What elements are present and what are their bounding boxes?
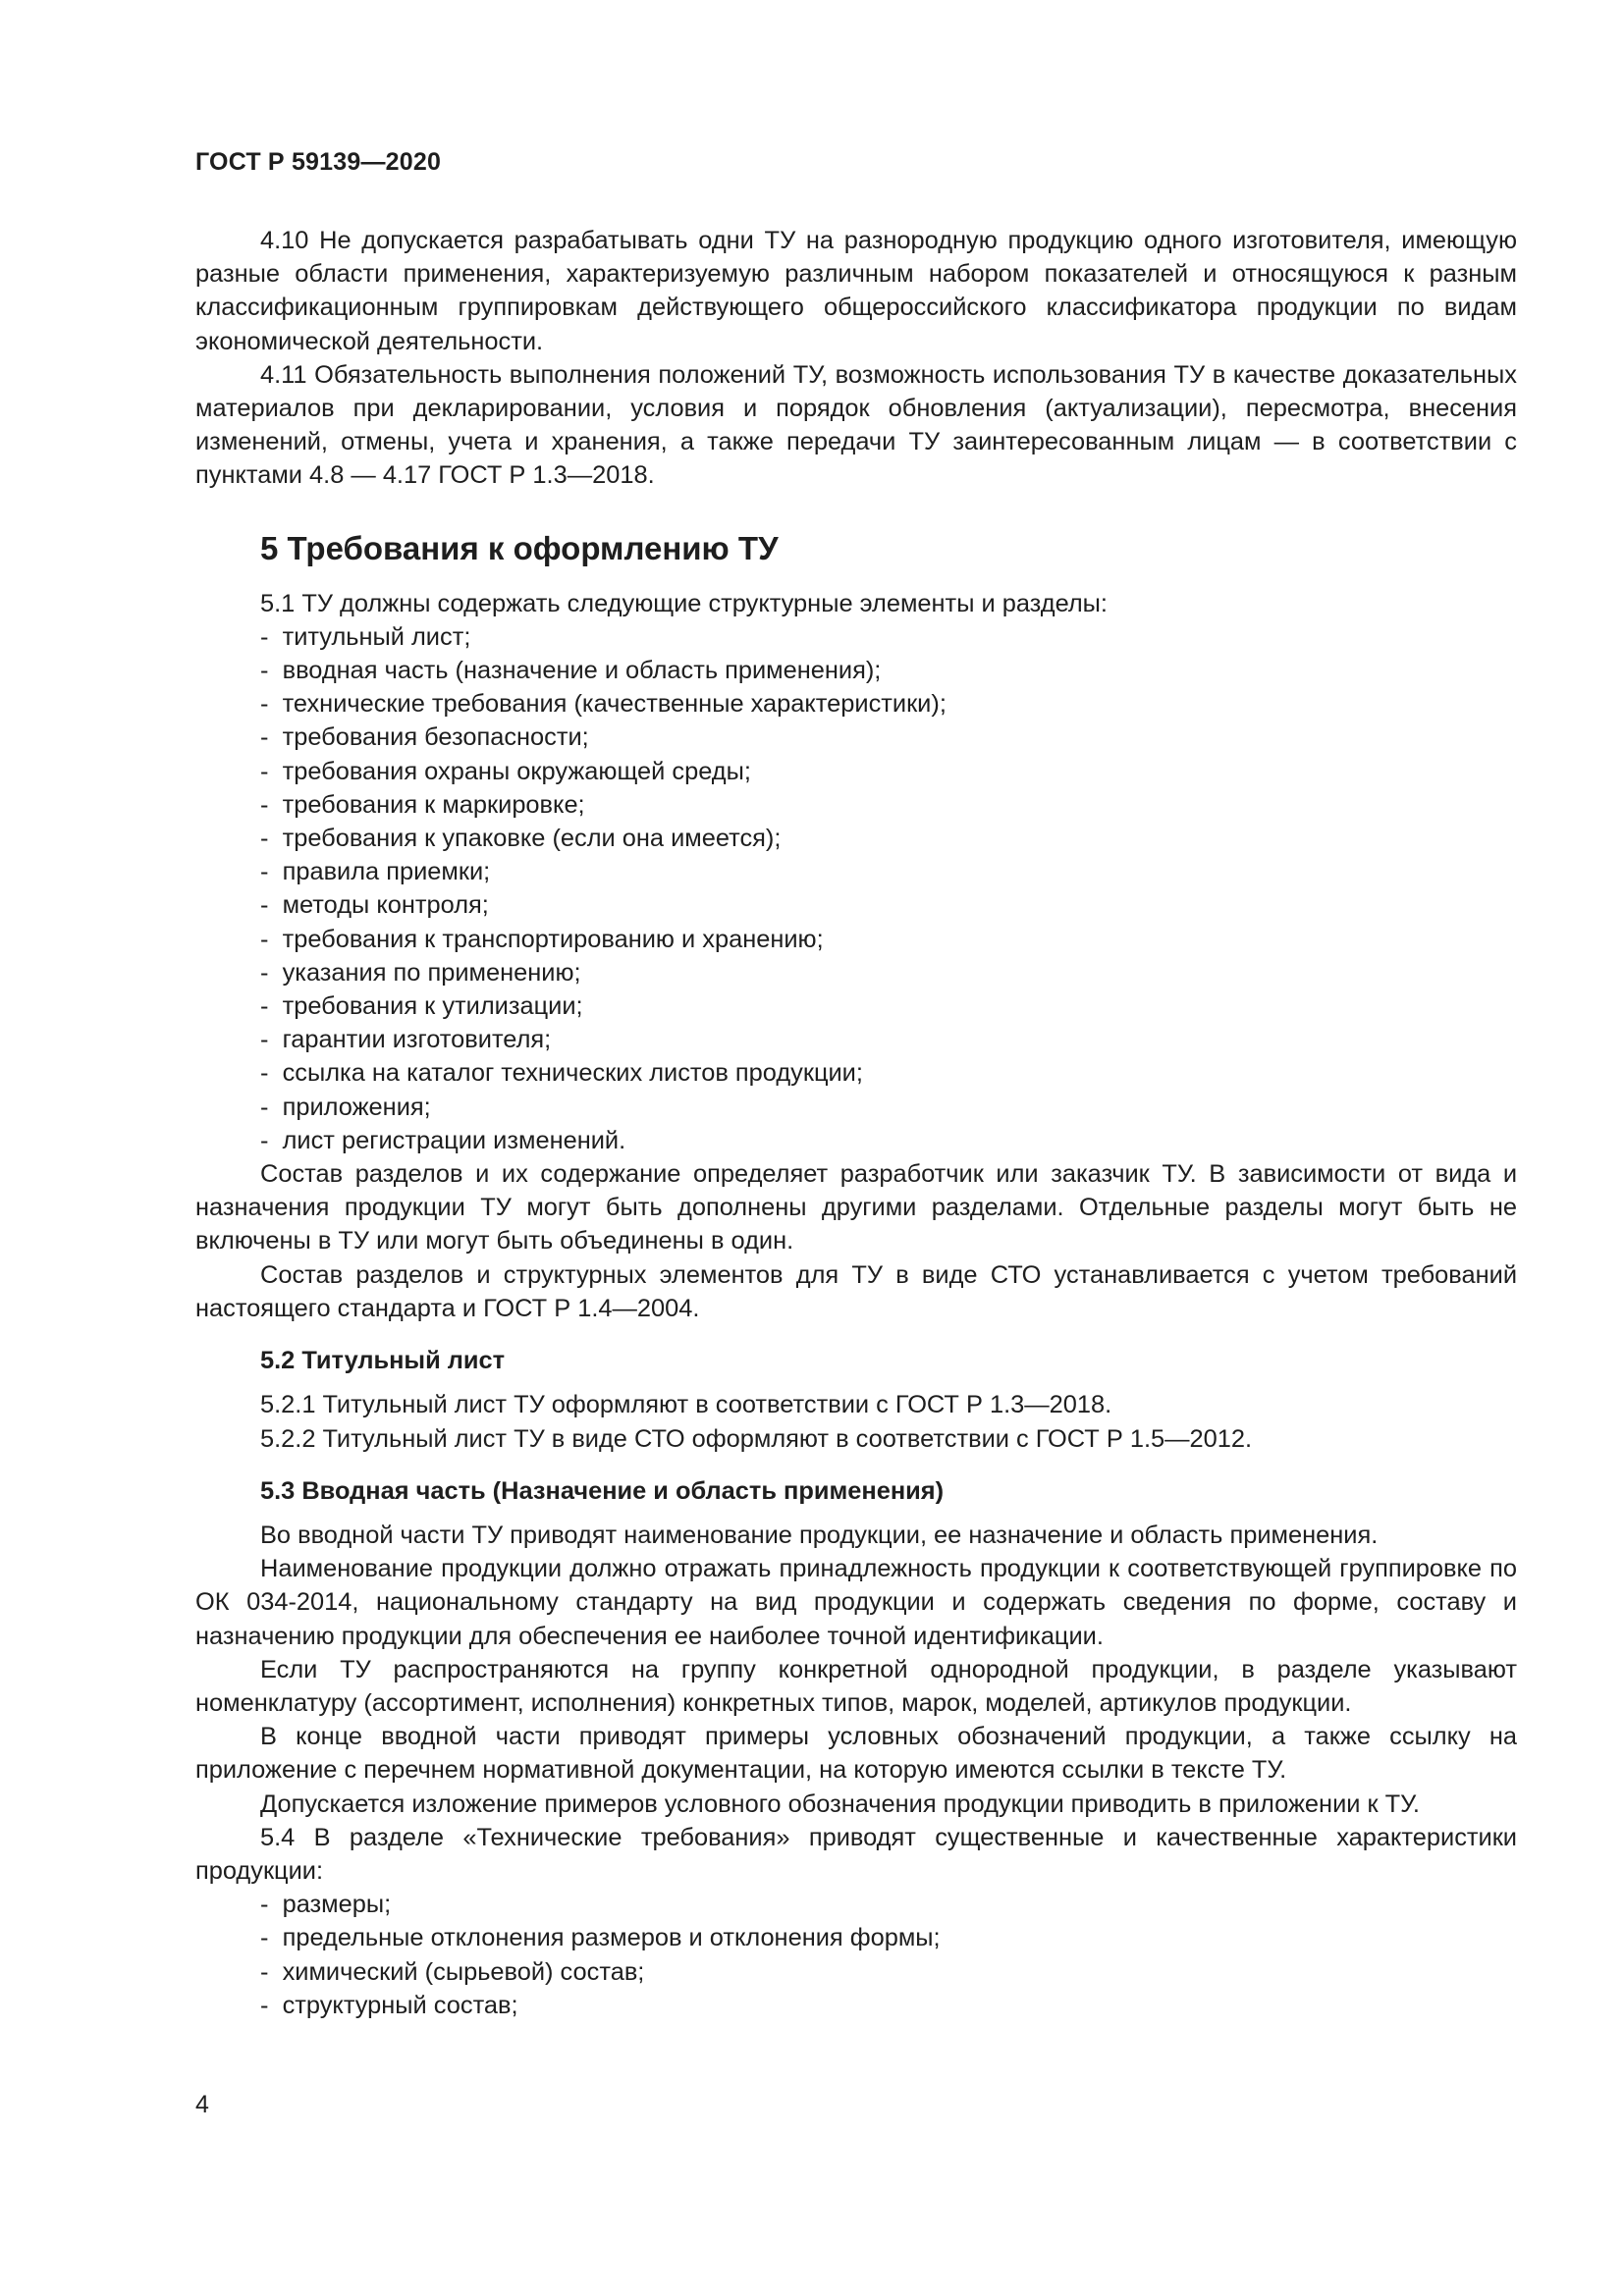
list-item: - лист регистрации изменений. [260,1124,1517,1157]
paragraph-5-4: 5.4 В разделе «Технические требования» приводят существенные и качественные характеристики продукции: [195,1823,1517,1885]
list-item: - требования безопасности; [260,721,1517,754]
list-item: - требования к утилизации; [260,989,1517,1023]
paragraph-sto-composition: Состав разделов и структурных элементов для ТУ в виде СТО устанавливается с учетом требований настоящего стандарта и ГОСТ Р 1.4—2004. [195,1260,1517,1322]
list-item: - гарантии изготовителя; [260,1023,1517,1056]
list-item: - правила приемки; [260,855,1517,888]
list-item: - ссылка на каталог технических листов продукции; [260,1056,1517,1090]
paragraph-5-3-a: Во вводной части ТУ приводят наименование продукции, ее назначение и область применения. [260,1521,1379,1549]
structural-elements-list [195,620,1517,1157]
paragraph-5-2-2: 5.2.2 Титульный лист ТУ в виде СТО оформляют в соответствии с ГОСТ Р 1.5—2012. [260,1424,1253,1453]
paragraph-4-11: 4.11 Обязательность выполнения положений ТУ, возможность использования ТУ в качестве доказательных материалов при декларировании, условия и порядок обновления (актуализации), пересмотра, внесения изменений, отмены, учета и хранения, а также передачи ТУ заинтересованным лицам — в соответствии с пунктами 4.8 — 4.17 ГОСТ Р 1.3—2018. [195,360,1517,490]
document-code-header: ГОСТ Р 59139—2020 [195,148,442,176]
paragraph-5-1: 5.1 ТУ должны содержать следующие структурные элементы и разделы: [260,589,1108,617]
paragraph-5-2-1: 5.2.1 Титульный лист ТУ оформляют в соответствии с ГОСТ Р 1.3—2018. [260,1391,1112,1419]
section-5-heading: 5 Требования к оформлению ТУ [260,529,779,566]
technical-requirements-list [195,1888,1517,2022]
list-item: - технические требования (качественные характеристики); [260,687,1517,721]
list-item: - указания по применению; [260,956,1517,989]
paragraph-5-3-b: Наименование продукции должно отражать принадлежность продукции к соответствующей группировке по ОК 034-2014, национальному стандарту на вид продукции и содержать сведения по форме, составу и назначению продукции для обеспечения ее наиболее точной идентификации. [195,1555,1517,1650]
list-item: - вводная часть (назначение и область применения); [260,654,1517,687]
paragraph-5-3-c: Если ТУ распространяются на группу конкретной однородной продукции, в разделе указывают номенклатуру (ассортимент, исполнения) конкретных типов, марок, моделей, артикулов продукции. [195,1655,1517,1717]
list-item: - требования к упаковке (если она имеется); [260,822,1517,855]
list-item: - предельные отклонения размеров и отклонения формы; [260,1921,1517,1954]
list-item: - размеры; [260,1888,1517,1921]
list-item: - требования к маркировке; [260,788,1517,822]
list-item: - требования к транспортированию и хранению; [260,923,1517,956]
paragraph-4-10: 4.10 Не допускается разрабатывать одни ТУ на разнородную продукцию одного изготовителя, имеющую разные области применения, характеризуемую различным набором показателей и относящуюся к разным классификационным группировкам действующего общероссийского классификатора продукции по видам экономической деятельности. [195,227,1517,355]
page-number: 4 [195,2091,209,2118]
paragraph-5-3-e: Допускается изложение примеров условного обозначения продукции приводить в приложении к ТУ. [260,1789,1420,1818]
list-item: - химический (сырьевой) состав; [260,1955,1517,1989]
section-5-2-heading: 5.2 Титульный лист [260,1347,506,1375]
page-content [195,224,1517,2022]
list-item: - титульный лист; [260,620,1517,654]
paragraph-5-3-d: В конце вводной части приводят примеры условных обозначений продукции, а также ссылку на приложение с перечнем нормативной документации, на которую имеются ссылки в тексте ТУ. [195,1723,1517,1785]
list-item: - структурный состав; [260,1989,1517,2022]
list-item: - методы контроля; [260,888,1517,922]
list-item: - приложения; [260,1091,1517,1124]
list-item: - требования охраны окружающей среды; [260,755,1517,788]
section-5-3-heading: 5.3 Вводная часть (Назначение и область применения) [260,1476,945,1505]
paragraph-sections-composition: Состав разделов и их содержание определяет разработчик или заказчик ТУ. В зависимости от вида и назначения продукции ТУ могут быть дополнены другими разделами. Отдельные разделы могут быть не включены в ТУ или могут быть объединены в один. [195,1160,1517,1255]
